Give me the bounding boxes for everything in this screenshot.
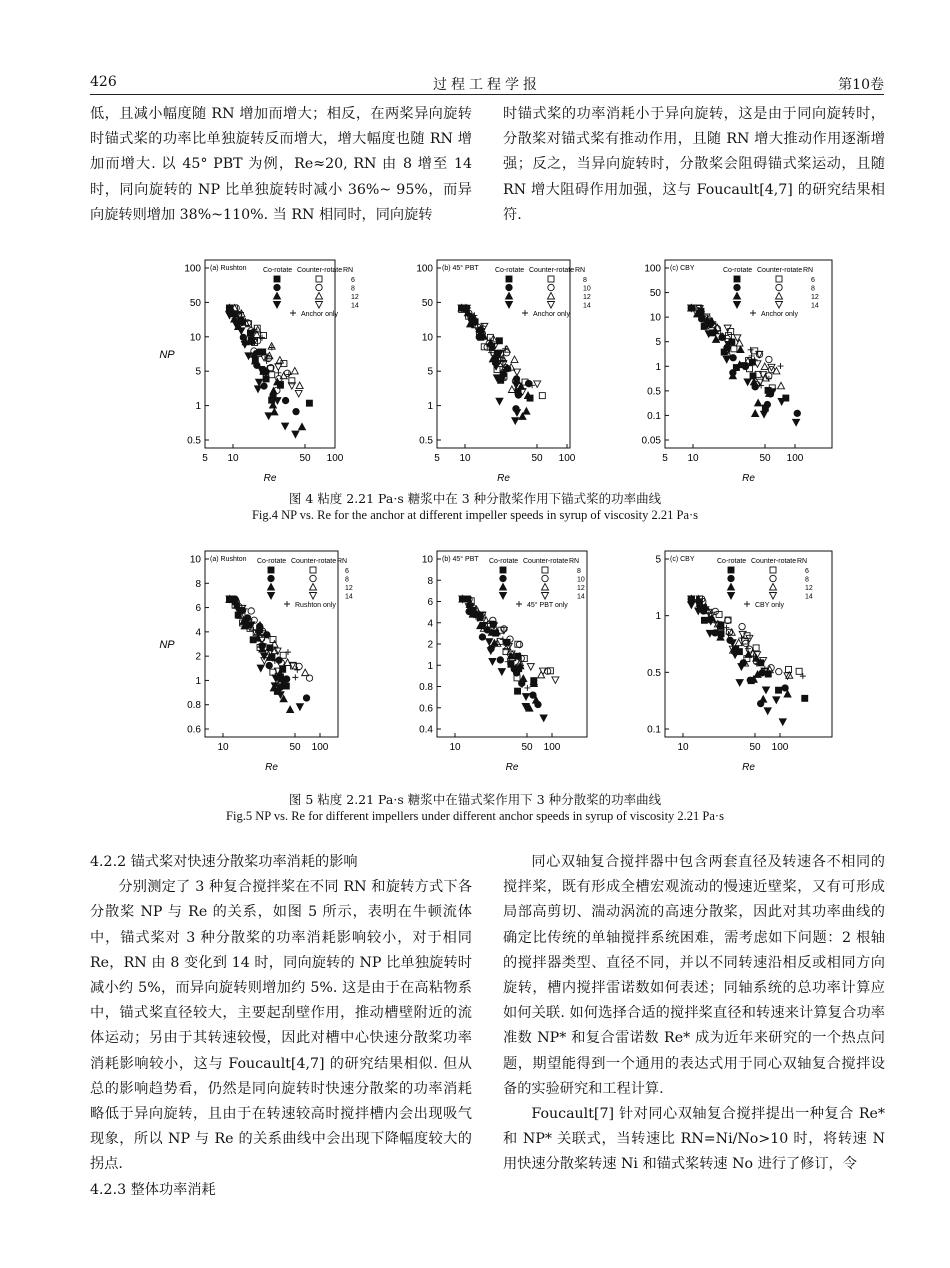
section-heading-4-2-3: 4.2.3 整体功率消耗 [90, 1181, 216, 1198]
bottom-right-column [503, 850, 885, 1178]
x-tick-label: 50 [521, 742, 533, 753]
data-point [760, 696, 767, 703]
data-point [739, 623, 745, 629]
panel-title: (a) Rushton [210, 265, 247, 272]
panel-title: (b) 45° PBT [442, 265, 479, 272]
x-tick-label: 100 [771, 742, 789, 753]
x-axis-label: Re [505, 762, 519, 773]
x-tick-label: 100 [786, 453, 804, 464]
legend-marker-co [728, 584, 735, 591]
volume-label: 第10卷 [838, 77, 884, 93]
legend-marker-counter [316, 293, 323, 300]
legend-counter-rotate: Counter-rotate [291, 558, 337, 565]
legend-marker-counter [776, 302, 783, 309]
legend-marker-co [506, 302, 513, 309]
x-tick-label: 10 [677, 742, 689, 753]
legend-marker-co [268, 575, 274, 581]
section-heading-4-2-2: 4.2.2 锚式桨对快速分散桨功率消耗的影响 [90, 854, 358, 870]
y-tick-label: 5 [655, 337, 661, 349]
data-point [776, 687, 782, 693]
data-point [778, 363, 784, 369]
legend-single: CBY only [755, 602, 785, 609]
legend-rn-value: 14 [345, 593, 353, 601]
y-tick-label: 10 [421, 332, 433, 344]
y-tick-label: 100 [416, 263, 433, 275]
data-point [479, 634, 485, 640]
y-tick-label: 0.5 [419, 435, 433, 447]
running-header [90, 72, 884, 95]
legend-marker-counter [542, 593, 549, 600]
x-tick-label: 5 [202, 453, 208, 464]
y-tick-label: 0.5 [187, 435, 201, 447]
legend-rn-value: 12 [351, 294, 359, 301]
legend-rn-value: 8 [583, 277, 587, 284]
x-tick-label: 10 [687, 453, 699, 464]
legend-counter-rotate: Counter-rotate [297, 267, 343, 274]
y-tick-label: 0.1 [647, 410, 661, 422]
legend-rn-value: 12 [583, 294, 591, 301]
legend-rn-value: 8 [345, 576, 349, 584]
legend-marker-single [522, 310, 528, 316]
legend-rn: RN [569, 558, 580, 565]
bottom-left-column [90, 850, 472, 1203]
panel-title: (b) 45° PBT [442, 556, 479, 563]
figure-5-caption-en: Fig.5 NP vs. Re for different impellers under different anchor speeds in syrup of viscosity 2.21 Pa·s [226, 809, 724, 823]
y-tick-label: 50 [421, 297, 433, 309]
legend-marker-counter [548, 293, 555, 300]
data-point [298, 423, 305, 430]
y-tick-label: 0.5 [647, 667, 661, 679]
data-point [778, 382, 785, 389]
legend-rn-value: 10 [577, 576, 585, 584]
legend-marker-counter [316, 302, 323, 309]
legend-marker-single [750, 310, 756, 316]
legend-rn-value: 6 [805, 568, 809, 575]
data-point [259, 335, 265, 341]
legend-marker-co [506, 293, 513, 300]
data-point [296, 704, 303, 711]
y-tick-label: 10 [189, 332, 201, 344]
data-point [508, 386, 515, 393]
legend-marker-single [284, 601, 290, 607]
y-tick-label: 10 [189, 554, 201, 566]
legend-marker-co [500, 575, 506, 581]
legend-rn: RN [337, 558, 348, 565]
legend-rn-value: 8 [351, 285, 355, 293]
legend-rn-value: 12 [577, 585, 585, 592]
figure-4-plots [0, 252, 950, 492]
legend-marker-counter [542, 575, 548, 581]
legend-rn-value: 12 [805, 585, 813, 592]
data-point [306, 400, 312, 406]
figure-5 [0, 543, 950, 783]
data-point [723, 356, 730, 363]
legend-marker-counter [316, 284, 322, 290]
data-point [762, 687, 769, 694]
y-tick-label: 4 [427, 618, 433, 630]
legend-co-rotate: Co-rotate [495, 267, 525, 274]
data-point [523, 408, 530, 415]
panel-title: (c) CBY [670, 265, 695, 272]
legend-marker-co [268, 593, 275, 600]
x-axis-label: Re [497, 473, 510, 484]
data-point [515, 392, 521, 398]
legend-marker-counter [776, 276, 782, 282]
legend-rn: RN [575, 267, 586, 274]
data-point [295, 390, 302, 397]
data-point [265, 413, 272, 420]
legend-rn-value: 8 [811, 285, 815, 293]
legend-marker-co [500, 584, 507, 591]
y-tick-label: 100 [644, 263, 661, 275]
legend-co-rotate: Co-rotate [263, 267, 293, 274]
legend-co-rotate: Co-rotate [723, 267, 753, 274]
y-tick-label: 1 [655, 611, 661, 623]
y-tick-label: 1 [427, 401, 433, 413]
data-point [552, 677, 559, 684]
legend-rn: RN [803, 267, 814, 274]
data-point [796, 668, 802, 674]
data-point [255, 386, 262, 393]
data-point [296, 382, 303, 389]
data-point [527, 664, 534, 671]
data-point [736, 680, 743, 687]
y-tick-label: 10 [421, 554, 433, 566]
legend-marker-co [274, 276, 280, 282]
figure-5-caption-cn: 图 5 粘度 2.21 Pa·s 糖浆中在锚式桨作用下 3 种分散桨的功率曲线 [288, 792, 662, 807]
legend-marker-counter [542, 584, 549, 591]
data-point [539, 393, 545, 399]
data-point [779, 719, 786, 726]
data-point [282, 423, 289, 430]
data-point [761, 411, 768, 418]
legend-counter-rotate: Counter-rotate [751, 558, 797, 565]
x-tick-label: 10 [227, 453, 239, 464]
y-tick-label: 0.8 [187, 700, 201, 712]
legend-marker-counter [310, 575, 316, 581]
data-point [287, 706, 294, 713]
y-tick-label: 2 [195, 651, 201, 663]
legend-marker-co [734, 302, 741, 309]
legend-rn-value: 6 [351, 277, 355, 284]
y-axis-label: NP [159, 349, 175, 361]
y-tick-label: 100 [184, 263, 201, 275]
y-tick-label: 0.05 [641, 435, 661, 447]
data-point [302, 669, 309, 676]
data-point [257, 665, 264, 672]
top-left-text: 低，且减小幅度随 RN 增加而增大；相反，在两桨异向旋转时锚式桨的功率比单独旋转反而增大，增大幅度也随 RN 增加而增大. 以 45° PBT 为例，Re≈20, RN 由 8 增至 14 时，同向旋转的 NP 比单独旋转时减小 36%~ 95%，而异向旋转则增加 38%~110%. 当 RN 相同时，同向旋转 [90, 106, 472, 223]
legend-marker-co [274, 284, 280, 290]
legend-marker-counter [542, 567, 548, 573]
legend-marker-counter [548, 284, 554, 290]
legend-counter-rotate: Counter-rotate [523, 558, 569, 565]
legend-rn-value: 8 [805, 576, 809, 584]
data-point [512, 418, 519, 425]
legend-marker-co [734, 284, 740, 290]
legend-rn-value: 12 [345, 585, 353, 592]
data-point [498, 669, 505, 676]
legend-marker-co [728, 567, 734, 573]
data-point [266, 662, 272, 668]
y-tick-label: 1 [655, 361, 661, 373]
data-point [263, 376, 269, 382]
legend-single: Anchor only [533, 311, 570, 318]
legend-marker-co [500, 567, 506, 573]
data-point [276, 357, 283, 364]
data-point [755, 399, 762, 406]
y-tick-label: 0.1 [647, 724, 661, 736]
legend-single: Anchor only [301, 311, 338, 318]
data-point [292, 674, 298, 680]
data-point [761, 363, 768, 370]
legend-marker-co [274, 293, 281, 300]
x-tick-label: 10 [217, 742, 229, 753]
legend-marker-counter [770, 567, 776, 573]
y-tick-label: 5 [427, 366, 433, 378]
page-number: 426 [90, 74, 117, 90]
data-point [275, 370, 281, 376]
x-axis-label: Re [742, 473, 755, 484]
data-point [773, 697, 780, 704]
legend-rn-value: 6 [345, 568, 349, 575]
data-point [738, 664, 745, 671]
y-tick-label: 5 [195, 366, 201, 378]
legend-counter-rotate: Counter-rotate [529, 267, 575, 274]
figure-5-plots [0, 543, 950, 783]
legend-marker-co [734, 276, 740, 282]
data-point [248, 608, 254, 614]
data-point [294, 667, 300, 673]
y-tick-label: 6 [195, 603, 201, 615]
x-axis-label: Re [265, 762, 278, 773]
legend-marker-counter [316, 276, 322, 282]
legend-marker-counter [548, 302, 555, 309]
legend-rn-value: 14 [811, 302, 819, 310]
y-tick-label: 0.5 [647, 386, 661, 398]
x-tick-label: 5 [434, 453, 440, 464]
legend-rn: RN [797, 558, 808, 565]
y-tick-label: 6 [427, 597, 433, 608]
data-point [489, 658, 496, 665]
y-tick-label: 50 [189, 297, 201, 309]
legend-marker-co [274, 302, 281, 309]
legend-marker-counter [770, 575, 776, 581]
data-point [776, 668, 782, 674]
legend-marker-co [268, 567, 274, 573]
data-point [293, 408, 299, 414]
legend-marker-counter [770, 593, 777, 600]
data-point [731, 346, 737, 352]
y-tick-label: 0.6 [187, 724, 201, 736]
x-tick-label: 50 [289, 742, 301, 753]
data-point [292, 431, 299, 438]
data-point [269, 372, 275, 378]
x-tick-label: 50 [531, 453, 543, 464]
data-point [764, 401, 770, 407]
legend-marker-co [734, 293, 741, 300]
data-point [794, 410, 800, 416]
y-tick-label: 1 [427, 660, 433, 672]
y-tick-label: 8 [195, 578, 201, 590]
data-point [737, 346, 744, 353]
x-axis-label: Re [742, 762, 755, 773]
x-tick-label: 100 [326, 453, 344, 464]
data-point [793, 419, 800, 426]
x-tick-label: 100 [558, 453, 576, 464]
legend-marker-counter [776, 293, 783, 300]
y-tick-label: 2 [427, 639, 433, 651]
legend-rn-value: 14 [351, 302, 359, 310]
y-tick-label: 50 [649, 288, 661, 300]
legend-rn-value: 6 [811, 277, 815, 284]
legend-marker-single [516, 601, 522, 607]
paragraph-foucault: Foucault[7] 针对同心双轴复合搅拌提出一种复合 Re* 和 NP* 关联式，当转速比 RN=Ni/No>10 时，将转速 N 用快速分散桨转速 Ni 和锚式桨转速 No 进行了修订，令 [503, 1106, 885, 1173]
legend-rn-value: 8 [577, 568, 581, 575]
data-point [534, 381, 541, 388]
data-point [497, 657, 503, 663]
legend-counter-rotate: Counter-rotate [757, 267, 803, 274]
top-left-column [90, 102, 472, 228]
data-point [514, 410, 521, 417]
x-tick-label: 50 [759, 453, 771, 464]
data-point [764, 708, 771, 715]
top-right-text: 时锚式桨的功率消耗小于异向旋转，这是由于同向旋转时，分散桨对锚式桨有推动作用，且随 RN 增大推动作用逐渐增强；反之，当异向旋转时，分散桨会阻碍锚式桨运动，且随 RN 增大阻碍作用加强，这与 Foucault[4,7] 的研究结果相符. [503, 106, 885, 223]
data-point [524, 685, 530, 691]
y-tick-label: 5 [655, 554, 661, 566]
y-axis-label: NP [159, 639, 175, 651]
data-point [752, 410, 759, 417]
x-tick-label: 50 [299, 453, 311, 464]
legend-marker-counter [310, 593, 317, 600]
legend-marker-co [728, 575, 734, 581]
data-point [511, 356, 518, 363]
legend-marker-co [268, 584, 275, 591]
x-axis-label: Re [263, 473, 277, 484]
y-tick-label: 8 [427, 575, 433, 587]
y-tick-label: 10 [649, 312, 661, 324]
legend-single: Rushton only [295, 602, 336, 609]
paragraph-4-2-2: 分别测定了 3 种复合搅拌桨在不同 RN 和旋转方式下各分散桨 NP 与 Re 的关系，如图 5 所示，表明在牛顿流体中，锚式桨对 3 种分散桨的功率消耗影响较小，对于相同 Re，RN 由 8 变化到 14 时，同向旋转的 NP 比单独旋转时减小约 5%，而异向旋转则增加约 5%. 这是由于在高粘物系中，锚式桨直径较大，主要起刮壁作用，推动槽壁附近的流体运动；另由于其转速较慢，因此对槽中心快速分散桨功率消耗影响较小，这与 Foucault[4,7] 的研究结果相似. 但从总的影响趋势看，仍然是同向旋转时快速分散桨的功率消耗略低于异向旋转，且由于在转速较高时搅拌槽内会出现吸气现象，所以 NP 与 Re 的关系曲线中会出现下降幅度较大的拐点. [90, 879, 472, 1173]
legend-single: 45° PBT only [527, 602, 568, 609]
data-point [802, 695, 808, 701]
y-tick-label: 4 [195, 627, 201, 639]
data-point [496, 338, 502, 344]
legend-marker-co [506, 284, 512, 290]
data-point [515, 688, 521, 694]
data-point [496, 398, 503, 405]
data-point [291, 367, 298, 374]
legend-marker-single [290, 310, 296, 316]
y-tick-label: 0.4 [419, 724, 433, 736]
paragraph-coaxial-mixer: 同心双轴复合搅拌器中包含两套直径及转速各不相同的搅拌桨，既有形成全槽宏观流动的慢速近壁桨，又有可形成局部高剪切、湍动涡流的高速分散桨，因此对其功率曲线的确定比传统的单轴搅拌系统困难，需考虑如下问题：2 根轴的搅拌器类型、直径不同，并以不同转速沿相反或相同方向旋转，槽内搅拌雷诺数如何表述；同轴系统的总功率计算应如何关联. 如何选择合适的搅拌桨直径和转速来计算复合功率准数 NP* 和复合雷诺数 Re* 成为近年来研究的一个热点问题，期望能得到一个通用的表达式用于同心双轴复合搅拌设备的实验研究和工程计算. [503, 854, 885, 1097]
panel-title: (a) Rushton [210, 556, 247, 563]
x-tick-label: 50 [749, 742, 761, 753]
y-tick-label: 1 [195, 401, 201, 413]
x-tick-label: 100 [311, 742, 329, 753]
legend-marker-counter [310, 567, 316, 573]
data-point [238, 328, 245, 335]
legend-single: Anchor only [761, 311, 798, 318]
data-point [282, 397, 288, 403]
legend-co-rotate: Co-rotate [257, 558, 287, 565]
legend-co-rotate: Co-rotate [717, 558, 747, 565]
figure-4-caption-cn: 图 4 粘度 2.21 Pa·s 糖浆中在 3 种分散桨作用下锚式桨的功率曲线 [288, 491, 662, 506]
panel-title: (c) CBY [670, 556, 695, 563]
legend-marker-counter [548, 276, 554, 282]
y-tick-label: 0.8 [419, 682, 433, 693]
x-tick-label: 100 [543, 742, 561, 753]
data-point [786, 666, 792, 672]
plot-frame [665, 260, 832, 448]
legend-marker-counter [776, 284, 782, 290]
legend-rn-value: 10 [583, 285, 591, 293]
data-point [753, 645, 759, 651]
legend-rn-value: 12 [811, 294, 819, 301]
figure-4-caption-en: Fig.4 NP vs. Re for the anchor at different impeller speeds in syrup of viscosity 2.21 Pa·s [251, 508, 699, 522]
x-tick-label: 10 [449, 742, 461, 753]
data-point [540, 715, 547, 722]
legend-marker-counter [310, 584, 317, 591]
legend-rn-value: 14 [583, 302, 591, 310]
legend-marker-co [728, 593, 735, 600]
y-tick-label: 0.6 [419, 703, 433, 715]
legend-rn-value: 14 [805, 593, 813, 601]
legend-rn-value: 14 [577, 593, 585, 601]
legend-marker-counter [770, 584, 777, 591]
x-tick-label: 10 [459, 453, 471, 464]
legend-co-rotate: Co-rotate [489, 558, 519, 565]
legend-marker-co [506, 276, 512, 282]
journal-title: 过程工程学报 [433, 77, 541, 93]
figure-4 [0, 252, 950, 492]
data-point [746, 646, 752, 652]
legend-marker-co [500, 593, 507, 600]
data-point [766, 356, 772, 362]
x-tick-label: 5 [662, 453, 668, 464]
data-point [538, 671, 545, 678]
data-point [523, 694, 530, 701]
legend-marker-single [744, 601, 750, 607]
top-right-column [503, 102, 885, 228]
data-point [778, 399, 785, 406]
data-point [744, 379, 751, 386]
y-tick-label: 1 [195, 675, 201, 687]
legend-rn: RN [343, 267, 354, 274]
data-point [303, 695, 309, 701]
